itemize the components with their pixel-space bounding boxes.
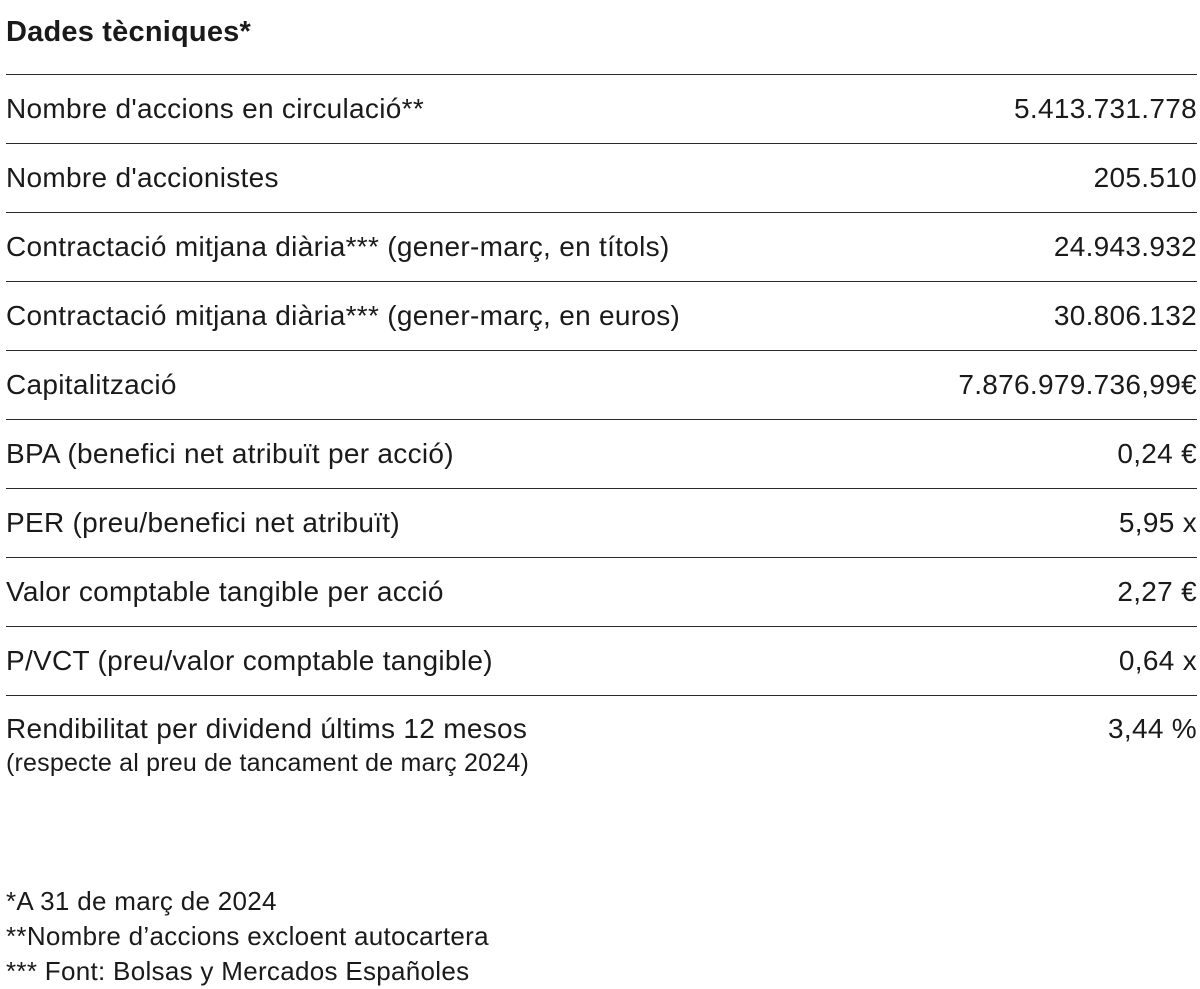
page-title: Dades tècniques* bbox=[6, 16, 251, 48]
table-row-daily-volume-shares bbox=[6, 213, 1197, 282]
row-label: BPA (benefici net atribuït per acció) bbox=[6, 438, 454, 469]
footnotes bbox=[6, 884, 489, 989]
row-value: 0,64 x bbox=[1118, 645, 1197, 676]
table-row-shares-outstanding bbox=[6, 75, 1197, 144]
row-label: Contractació mitjana diària*** (gener-març, en títols) bbox=[6, 231, 670, 262]
row-value: 5.413.731.778 bbox=[1014, 93, 1197, 124]
table-row-shareholders bbox=[6, 144, 1197, 213]
table-row-eps bbox=[6, 420, 1197, 489]
table-row-dividend-yield bbox=[6, 696, 1197, 806]
table-row-daily-volume-euros bbox=[6, 282, 1197, 351]
row-label: Nombre d'accions en circulació** bbox=[6, 93, 425, 124]
technical-data-table bbox=[6, 74, 1197, 806]
row-value: 2,27 € bbox=[1117, 576, 1197, 607]
row-value: 30.806.132 bbox=[1053, 300, 1197, 331]
row-value: 24.943.932 bbox=[1053, 231, 1197, 262]
row-label: Rendibilitat per dividend últims 12 mesos bbox=[6, 713, 528, 744]
footnote-source: *** Font: Bolsas y Mercados Españoles bbox=[6, 956, 470, 986]
row-label: Contractació mitjana diària*** (gener-març, en euros) bbox=[6, 300, 681, 331]
row-value: 3,44 % bbox=[1108, 713, 1197, 744]
footnote-shares: **Nombre d’accions excloent autocartera bbox=[6, 921, 489, 951]
row-label: Capitalització bbox=[6, 369, 177, 400]
row-label: P/VCT (preu/valor comptable tangible) bbox=[6, 645, 493, 676]
row-label: PER (preu/benefici net atribuït) bbox=[6, 507, 401, 538]
row-label: Valor comptable tangible per acció bbox=[6, 576, 444, 607]
row-value: 7.876.979.736,99€ bbox=[958, 369, 1197, 400]
table-row-market-cap bbox=[6, 351, 1197, 420]
row-label-group bbox=[6, 713, 529, 778]
table-row-per bbox=[6, 489, 1197, 558]
footnote-date: *A 31 de març de 2024 bbox=[6, 886, 277, 916]
table-row-tangible-book-value bbox=[6, 558, 1197, 627]
row-label: Nombre d'accionistes bbox=[6, 162, 279, 193]
table-row-p-tbv bbox=[6, 627, 1197, 696]
row-sublabel: (respecte al preu de tancament de març 2024) bbox=[6, 749, 529, 777]
row-value: 0,24 € bbox=[1117, 438, 1197, 469]
row-value: 205.510 bbox=[1093, 162, 1197, 193]
row-value: 5,95 x bbox=[1118, 507, 1197, 538]
